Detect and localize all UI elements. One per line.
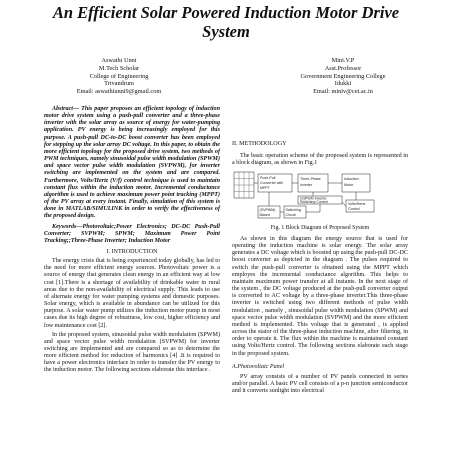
motor-label: Induction [344,177,359,181]
methodology-paragraph-1: The basic operation scheme of the proposed system is represented in a block diagram, as shown in Fig.1 [232,153,408,167]
author-name: Aswathi Unni [101,57,137,64]
push-pull-label: Push-Pull [260,176,276,180]
author-org: College of Engineering [89,72,149,80]
switching-label-2: Circuit [285,213,296,217]
intro-paragraph-1: The energy crisis that is being experienced today globally, has led to the need for more efficient energy sources. Photovoltaic power is a source of energy that generates clean energy in an efficient way at low cost [1].There is a shortage of availability of drinkable water in rural areas due to the non-availability of electrical supply. This leads to use of alternate energy for water pumping systems and domestic purposes. Solar energy, which is available in abundance can be utilized for this purpose. A solar water pump utilizes the induction motor pump in most cases due its high degree of robustness, low cost, higher efficiency and low maintenance cost [2]. [44,258,220,329]
author-role: Asst.Professor [324,64,362,72]
pwm-label-2: Switching Control [300,200,328,204]
figure-caption: Fig. 1 Block Diagram of Proposed System [270,225,370,231]
intro-heading: I. INTRODUCTION [106,248,158,255]
intro-paragraph-2: In the proposed system, sinusoidal pulse width modulation (SPWM) and space vector pulse width modulation (SVPWM) for inverter switching are implemented and are compared so as to determine the more efficient method for reduction of harmonics [4] .It is required to have a power electronics interface in order to transfer the PV energy to the induction motor. The following sections elaborate this interface . [44,331,220,374]
methodology-paragraph-2: As shown in this diagram the energy source that is used for operating the induction machine is solar energy. The solar array generates a DC voltage which is boosted up using the push-pull DC-DC boost converter as depicted in the diagram . The pulses required to switch the push-pull converter is obtained using the MPPT which employes the incremental conductance algorithm. This helps to maintain maximum power transfer at all instants. In the next stage of the system , the DC voltage produced at the push-pull converter output is converted to AC voltage by a three-phase inverter.This three-phase inverter is switched using two different methods of pulse width modulation , namely , sinusoidal pulse width modulation (SPWM) and space vector pulse width modulation (SVPWM) and the more efficient method is implemented. This voltage that is generated , is applied across the stator of the three-phase induction machine, after filtering, in order to operate it. The flux within the machine is maintained constant using Volts/Hertz control. The following sections elaborate each stage in the proposed system. [232,236,408,357]
author-place: Trivandrum [104,80,134,88]
pv-panel-subheading: A.Photovoltaic Panel [232,363,285,370]
methodology-paragraph-3: PV array consists of a number of PV panels connected in series and/or parallel. A basic PV cell consists of a p-n junction semiconductor and it converts sunlight into electrical [232,373,408,395]
vhz-label: Volts/Hertz [348,202,366,206]
switching-label: Switching [285,208,301,212]
paper-title [0,3,452,41]
author-org: Government Engineering College [300,72,386,80]
author-role: M.Tech Scholar [98,64,140,72]
vhz-label-2: Control [348,207,360,211]
left-column [44,106,220,375]
title-line-1: An Efficient Solar Powered Induction Motor Drive [52,3,400,22]
methodology-top [232,141,408,167]
push-pull-label-2: Converter with [260,181,284,185]
pwm-label: (S)PWM Inverter [300,196,327,201]
author-name: Mini.V.P [331,57,355,64]
abstract-text: Abstract— This paper proposes an efficient topology of induction motor drive system using a push-pull converter and a three-phase inverter with the solar array as source of energy for water-pumping application. PV energy is being increasingly employed for this purpose. A push-pull DC-to-DC boost converter has been employed for stepping up the solar array DC voltage. In this paper, to obtain the more efficient topology for the proposed drive system, two methods of PWM techniques, namely sinusoidal pulse width modulation (SPWM) and space vector pulse width modulation (SVPWM), for inverter switching are implemented on the system and are compared. Furthermore, Volts/Hertz (V/f) control technique is used to maintain constant flux within the induction motor. Incremental conductance algorithm is used to achieve maximum power point tracking (MPPT) of the PV array at every instant. Finally, simulation of this system is done in MATLAB/SIMULINK in order to verify the effectiveness of the proposed design. [44,106,220,220]
title-line-2: System [202,22,250,41]
inverter-label-2: Inverter [300,183,313,187]
inverter-label: Three-Phase [300,177,321,181]
author-email[interactable]: Email: aswathiunni9@gmail.com [76,88,162,96]
author-place: Idukki [334,80,352,88]
author-email[interactable]: Email: miniv@cet.ac.in [313,88,373,96]
svpwm-label: (SVPWM) [259,208,276,212]
motor-label-2: Motor [344,183,354,187]
keywords-text: Keywords—Photovoltaic;Power Electronics; DC-DC Push-Pull Converter; SVPWM; SPWM; Maximum Power Point Tracking;;Three-Phase Inverter; Induction Motor [44,223,220,244]
block-diagram-figure [232,170,408,220]
author-block-1 [44,57,194,96]
solar-panel-icon [234,172,254,198]
push-pull-label-3: MPPT [260,186,270,190]
author-block-2 [268,57,418,96]
svpwm-label-2: Based [259,213,270,217]
methodology-heading: II. METHODOLOGY [232,141,287,147]
methodology-bottom [232,236,408,395]
block-diagram-svg [232,170,408,220]
